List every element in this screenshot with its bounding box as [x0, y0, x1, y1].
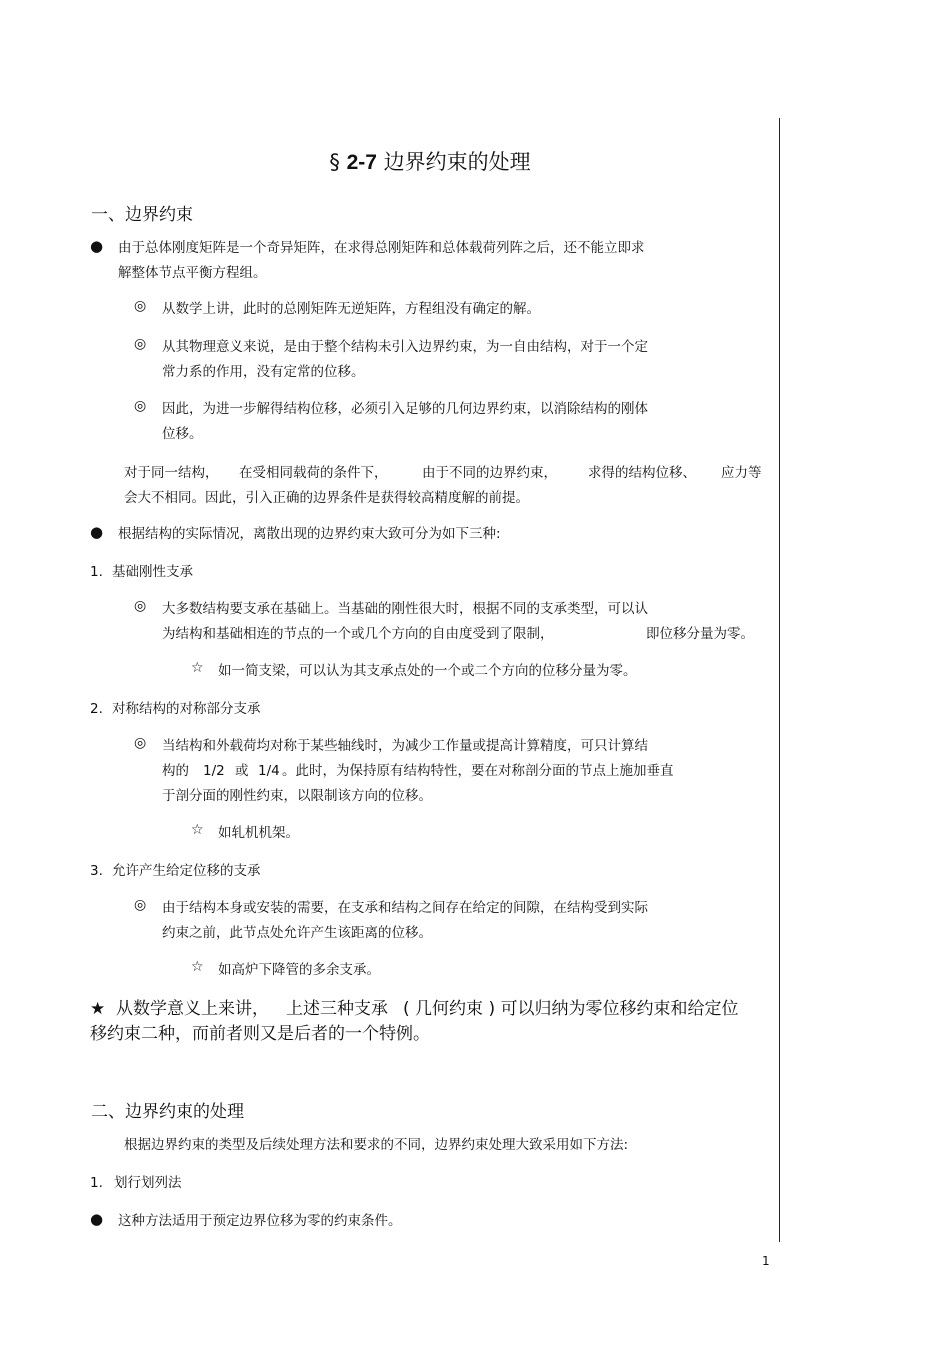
- star-part3: ( 几何约束 ) 可以归纳为零位移约束和给定位: [403, 999, 739, 1019]
- item1-sub-line2a: 为结构和基础相连的节点的一个或几个方向的自由度受到了限制，: [162, 626, 554, 642]
- star-part2: 上述三种支承: [286, 999, 388, 1019]
- sub2-line2: 常力系的作用，没有定常的位移。: [162, 364, 365, 380]
- section2-para: 根据边界约束的类型及后续处理方法和要求的不同，边界约束处理大致采用如下方法:: [124, 1137, 629, 1153]
- star-solid-icon: ★: [90, 999, 106, 1019]
- page-title: [0, 146, 860, 176]
- section2-bullet: 这种方法适用于预定边界位移为零的约束条件。: [118, 1213, 402, 1229]
- circle-bullet-icon: ◎: [134, 398, 147, 414]
- bullet-icon: ●: [90, 237, 104, 255]
- star-outline-icon: ☆: [191, 660, 204, 676]
- item3-label: 3.: [90, 863, 103, 879]
- item1-title: 基础刚性支承: [112, 564, 193, 580]
- item2-sub-line2b: 。此时，为保持原有结构特性，要在对称剖分面的节点上施加垂直: [282, 763, 674, 779]
- bullet1-line1: 由于总体刚度矩阵是一个奇异矩阵，在求得总刚矩阵和总体载荷列阵之后，还不能立即求: [118, 240, 645, 256]
- sub1-text: 从数学上讲，此时的总刚矩阵无逆矩阵，方程组没有确定的解。: [162, 301, 540, 317]
- item3-sub-line1: 由于结构本身或安装的需要，在支承和结构之间存在给定的间隙，在结构受到实际: [162, 900, 648, 916]
- para-part5: 应力等: [721, 465, 762, 481]
- item2-frac-half: 1/2: [203, 763, 225, 779]
- item1-sub-line1: 大多数结构要支承在基础上。当基础的刚性很大时，根据不同的支承类型，可以认: [162, 601, 648, 617]
- bullet-icon: ●: [90, 523, 104, 541]
- para-line2: 会大不相同。因此，引入正确的边界条件是获得较高精度解的前提。: [124, 490, 529, 506]
- star-line2: 移约束二种，而前者则又是后者的一个特例。: [90, 1024, 430, 1044]
- section2-item1-title: 划行划列法: [114, 1175, 182, 1191]
- section1-heading: 一、边界约束: [91, 205, 193, 225]
- para-part1: 对于同一结构，: [124, 465, 219, 481]
- circle-bullet-icon: ◎: [134, 336, 147, 352]
- item3-example: 如高炉下降管的多余支承。: [218, 962, 380, 978]
- circle-bullet-icon: ◎: [134, 897, 147, 913]
- star-part1: 从数学意义上来讲，: [116, 999, 269, 1019]
- circle-bullet-icon: ◎: [134, 598, 147, 614]
- star-outline-icon: ☆: [191, 822, 204, 838]
- circle-bullet-icon: ◎: [134, 735, 147, 751]
- sub2-line1: 从其物理意义来说，是由于整个结构未引入边界约束，为一自由结构，对于一个定: [162, 339, 648, 355]
- item2-or: 或: [235, 763, 249, 779]
- item3-title: 允许产生给定位移的支承: [112, 863, 261, 879]
- bullet2-text: 根据结构的实际情况，离散出现的边界约束大致可分为如下三种:: [118, 526, 501, 542]
- star-outline-icon: ☆: [191, 959, 204, 975]
- para-part3: 由于不同的边界约束，: [422, 465, 557, 481]
- item1-label: 1.: [90, 564, 103, 580]
- item2-sub-line3: 于剖分面的刚性约束，以限制该方向的位移。: [162, 788, 432, 804]
- page-number: 1: [762, 1254, 770, 1268]
- item2-label: 2.: [90, 701, 103, 717]
- item3-sub-line2: 约束之前，此节点处允许产生该距离的位移。: [162, 925, 432, 941]
- item2-example: 如轧机机架。: [218, 825, 299, 841]
- title-text: 边界约束的处理: [383, 150, 531, 174]
- para-part4: 求得的结构位移、: [588, 465, 696, 481]
- bullet-icon: ●: [90, 1210, 104, 1228]
- section-sign: §: [329, 150, 340, 174]
- item2-frac-quarter: 1/4: [258, 763, 280, 779]
- section-number: 2-7: [346, 151, 377, 174]
- section2-heading: 二、边界约束的处理: [91, 1102, 244, 1122]
- item2-title: 对称结构的对称部分支承: [112, 701, 261, 717]
- item1-sub-line2b: 即位移分量为零。: [646, 626, 754, 642]
- margin-rule: [779, 118, 780, 1242]
- item2-sub-line2a: 构的: [162, 763, 189, 779]
- circle-bullet-icon: ◎: [134, 298, 147, 314]
- para-part2: 在受相同载荷的条件下，: [239, 465, 388, 481]
- item2-sub-line1: 当结构和外载荷均对称于某些轴线时，为减少工作量或提高计算精度，可只计算结: [162, 738, 648, 754]
- sub3-line2: 位移。: [162, 426, 203, 442]
- item1-example: 如一简支梁，可以认为其支承点处的一个或二个方向的位移分量为零。: [218, 663, 637, 679]
- section2-item1-label: 1.: [90, 1175, 103, 1191]
- sub3-line1: 因此，为进一步解得结构位移，必须引入足够的几何边界约束，以消除结构的刚体: [162, 401, 648, 417]
- bullet1-line2: 解整体节点平衡方程组。: [118, 265, 267, 281]
